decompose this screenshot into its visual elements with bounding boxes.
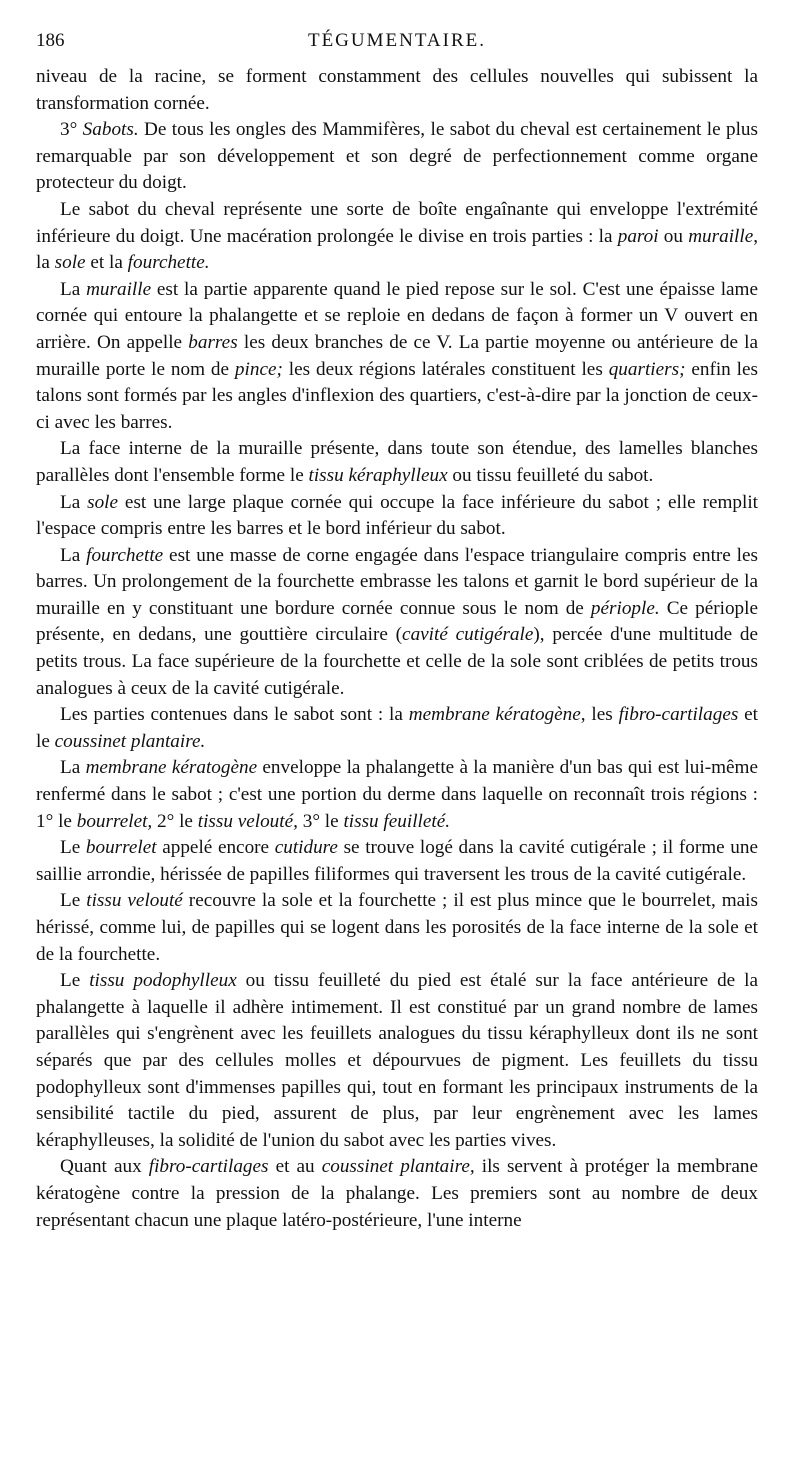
italic-term: pince; (234, 358, 283, 380)
italic-term: tissu velouté, (197, 810, 298, 832)
text-run: 3° (60, 119, 83, 141)
italic-term: membrane kératogène (408, 704, 581, 726)
text-run: enveloppe la phalangette à la manière d'un bas qui est lui-même renfermé dans le sabot ; c'est une portion du derme dans laquelle on reconnaît trois régions : 1° le (36, 757, 758, 832)
text-run: La face interne de la muraille présente, dans toute son étendue, des lamelles blanches parallèles dont l'ensemble forme le (36, 438, 758, 486)
italic-term: tissu podophylleux (89, 970, 237, 992)
text-run: Ce périople présente, en dedans, une gouttière circulaire ( (36, 597, 758, 646)
text-run: se trouve logé dans la cavité cutigérale ; il forme une saillie arrondie, hérissée de papilles filiformes qui traversent les trous de la cavité cutigérale. (36, 837, 758, 885)
paragraph (36, 64, 758, 117)
italic-term: muraille (86, 278, 152, 300)
text-run: 3° le (297, 810, 344, 832)
text-run: La (60, 491, 88, 513)
italic-term: Sabots. (82, 119, 139, 141)
italic-term: fourchette (86, 544, 164, 566)
italic-term: cavité cutigérale (402, 624, 534, 646)
italic-term: membrane kératogène (85, 757, 258, 779)
italic-term: cutidure (274, 837, 338, 859)
paragraph (36, 117, 758, 197)
paragraph (36, 1154, 758, 1234)
paragraph (36, 197, 758, 277)
text-run: les deux branches de ce V. La partie moyenne ou antérieure de la muraille porte le nom de (36, 331, 758, 380)
italic-term: tissu velouté (86, 890, 183, 912)
text-run: appelé encore (156, 837, 275, 859)
text-run: ou tissu feuilleté du sabot. (447, 464, 654, 486)
italic-term: fibro-cartilages (148, 1156, 269, 1178)
italic-term: quartiers; (608, 358, 686, 380)
italic-term: fibro-cartilages (618, 704, 739, 726)
text-run: La (60, 544, 87, 566)
text-run: De tous les ongles des Mammifères, le sabot du cheval est certainement le plus remarquable par son développement et son degré de perfectionnement comme organe protecteur du doigt. (36, 119, 758, 194)
page-header (36, 30, 758, 56)
italic-term: muraille (688, 225, 754, 247)
italic-term: bourrelet, (76, 810, 153, 832)
text-run: Les parties contenues dans le sabot sont : la (60, 704, 409, 726)
text-run: ), percée d'une multitude de petits trous. La face supérieure de la fourchette et celle de la sole sont criblées de petits trous analogues à ceux de la cavité cutigérale. (36, 624, 758, 699)
paragraph (36, 888, 758, 968)
text-run: ou tissu feuilleté du pied est étalé sur la face antérieure de la phalangette à laquelle il adhère intimement. Il est constitué par un grand nombre de lames parallèles qui s'engrènent avec les feuillets analogues du tissu kéraphylleux dont ils ne sont séparés que par des cellules molles et dépourvues de pigment. Les feuillets du tissu podophylleux sont d'immenses papilles qui, tout en formant les principaux instruments de la sensibilité tactile du pied, assurent de plus, par leur engrènement avec les lames kéraphylleuses, la solidité de l'union du sabot avec les parties vives. (36, 970, 758, 1151)
text-run: Le (60, 890, 87, 912)
text-run: La (60, 278, 87, 300)
text-run: est une large plaque cornée qui occupe la face inférieure du sabot ; elle remplit l'espace compris entre les barres et le bord inférieur du sabot. (36, 491, 758, 540)
paragraph (36, 702, 758, 755)
text-run: et le (36, 704, 758, 752)
paragraph (36, 490, 758, 543)
paragraph (36, 835, 758, 888)
text-run: 2° le (152, 810, 198, 832)
text-run: enfin les talons sont formés par les angles d'inflexion des quartiers, c'est-à-dire par la jonction de ceux-ci avec les barres. (36, 358, 758, 433)
italic-term: sole (87, 491, 119, 513)
text-run: est la partie apparente quand le pied repose sur le sol. C'est une épaisse lame cornée qui entoure la phalangette et se reploie en dedans de façon à former un V ouvert en arrière. On appelle (36, 278, 758, 353)
paragraph (36, 755, 758, 835)
italic-term: périople. (590, 597, 660, 619)
italic-term: tissu feuilleté. (343, 810, 451, 832)
italic-term: coussinet plantaire. (54, 730, 206, 752)
running-title: TÉGUMENTAIRE. (307, 30, 487, 51)
text-run: ou (658, 225, 689, 247)
paragraph (36, 436, 758, 489)
text-run: est une masse de corne engagée dans l'espace triangulaire compris entre les barres. Un prolongement de la fourchette embrasse les talons et garnit le bord supérieur de la muraille en y constituant une bordure cornée connue sous le nom de (36, 544, 758, 619)
text-run: , les (580, 704, 619, 726)
text-run: , la (36, 225, 759, 274)
text-run: niveau de la racine, se forment constamment des cellules nouvelles qui subissent la transformation cornée. (36, 66, 758, 114)
text-run: Le (60, 837, 86, 859)
text-run: Le (60, 970, 90, 992)
paragraph (36, 543, 758, 703)
paragraph (36, 968, 758, 1154)
body-text (36, 64, 758, 1234)
text-run: et au (268, 1156, 322, 1178)
italic-term: fourchette. (127, 252, 210, 274)
text-run: Quant aux (60, 1156, 149, 1178)
text-run: Le sabot du cheval représente une sorte de boîte engaînante qui enveloppe l'extrémité inférieure du doigt. Une macération prolongée le divise en trois parties : la (36, 198, 758, 247)
text-run: les deux régions latérales constituent les (282, 358, 609, 380)
italic-term: coussinet plantaire, (321, 1156, 475, 1178)
italic-term: bourrelet (85, 837, 157, 859)
text-run: et la (85, 252, 128, 274)
text-run: ils servent à protéger la membrane kératogène contre la pression de la phalange. Les premiers sont au nombre de deux représentant chacun une plaque latéro-postérieure, l'une interne (36, 1156, 758, 1231)
italic-term: tissu kéraphylleux (308, 464, 448, 486)
italic-term: barres (188, 331, 238, 353)
text-run: La (60, 757, 86, 779)
italic-term: sole (54, 252, 86, 274)
text-run: recouvre la sole et la fourchette ; il est plus mince que le bourrelet, mais hérissé, comme lui, de papilles qui se logent dans les porosités de la face interne de la sole et de la fourchette. (36, 890, 758, 965)
page-number: 186 (36, 30, 65, 51)
italic-term: paroi (617, 225, 659, 247)
paragraph (36, 277, 758, 437)
